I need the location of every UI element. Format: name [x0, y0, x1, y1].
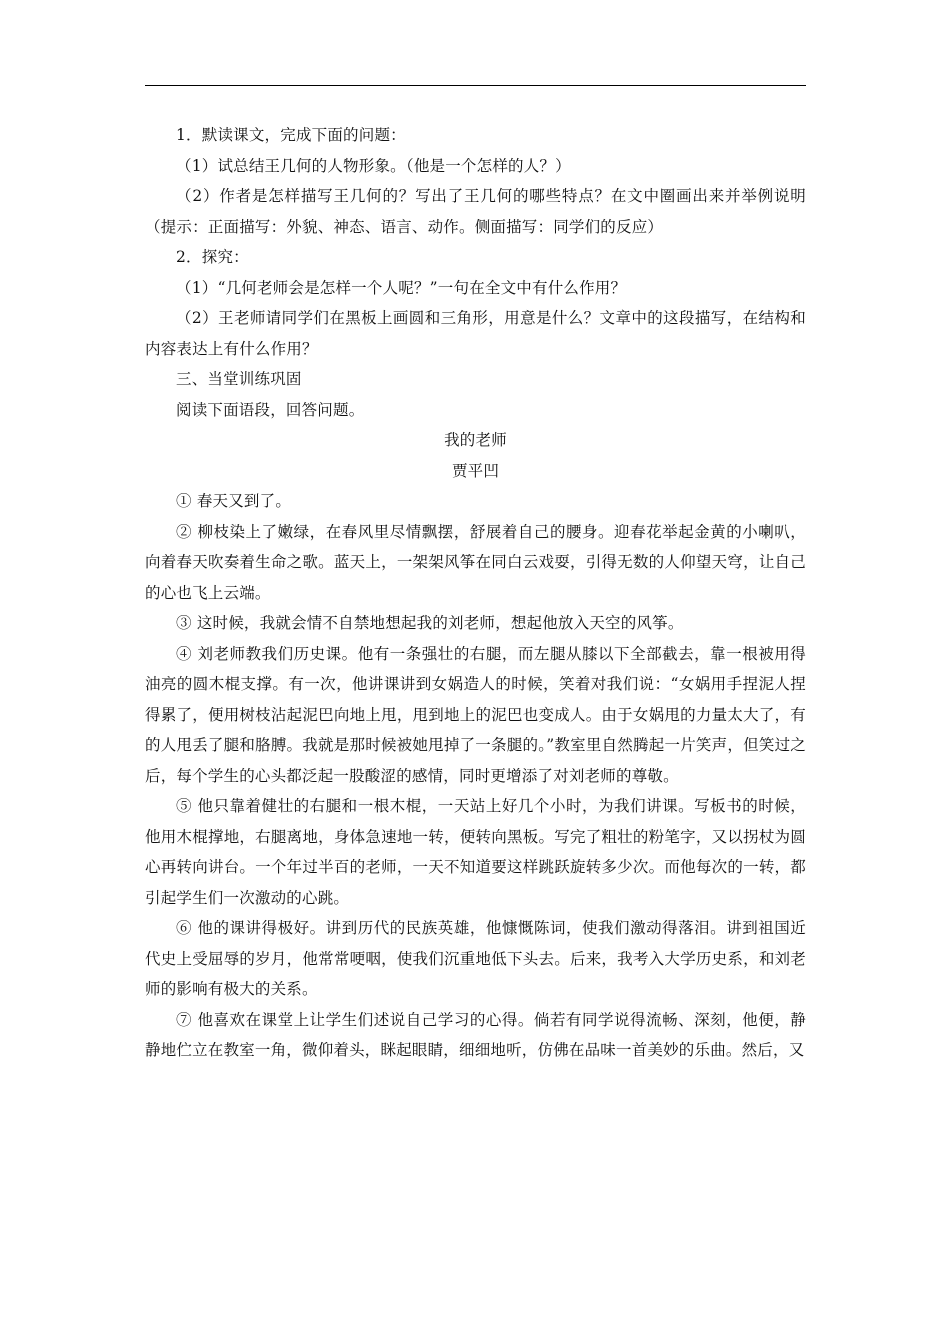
- question-1-1: （1）试总结王几何的人物形象。（他是一个怎样的人？）: [176, 156, 571, 175]
- question-2-heading: 2．探究：: [176, 248, 249, 266]
- question-1-heading: 1．默读课文，完成下面的问题：: [176, 126, 406, 144]
- article-author: 贾平凹: [451, 461, 500, 480]
- section-heading: 三、当堂训练巩固: [176, 370, 302, 388]
- article-paragraph-3: ③ 这时候，我就会情不自禁地想起我的刘老师，想起他放入天空的风筝。: [176, 614, 684, 632]
- article-paragraph-7: ⑦ 他喜欢在课堂上让学生们述说自己学习的心得。倘若有同学说得流畅、深刻，他便，静静地伫立在教室一角，微仰着头，眯起眼睛，细细地听，仿佛在品味一首美妙的乐曲。然后，又: [145, 1010, 806, 1059]
- question-2-2: （2）王老师请同学们在黑板上画圆和三角形，用意是什么？文章中的这段描写，在结构和内容表达上有什么作用？: [145, 309, 806, 358]
- article-paragraph-5: ⑤ 他只靠着健壮的右腿和一根木棍，一天站上好几个小时，为我们讲课。写板书的时候，他用木棍撑地，右腿离地，身体急速地一转，便转向黑板。写完了粗壮的粉笔字，又以拐杖为圆心再转向讲台。一个年过半百的老师，一天不知道要这样跳跃旋转多少次。而他每次的一转，都引起学生们一次激动的心跳。: [145, 797, 806, 907]
- instruction: 阅读下面语段，回答问题。: [176, 400, 365, 419]
- article-paragraph-2: ② 柳枝染上了嫩绿，在春风里尽情飘摆，舒展着自己的腰身。迎春花举起金黄的小喇叭，向着春天吹奏着生命之歌。蓝天上，一架架风筝在同白云戏耍，引得无数的人仰望天穹，让自己的心也飞上云端。: [145, 522, 806, 602]
- article-paragraph-1: ① 春天又到了。: [176, 492, 292, 510]
- question-2-1: （1）“几何老师会是怎样一个人呢？”一句在全文中有什么作用？: [176, 278, 627, 297]
- header-rule: [145, 85, 806, 86]
- article-paragraph-4: ④ 刘老师教我们历史课。他有一条强壮的右腿，而左腿从膝以下全部截去，靠一根被用得油亮的圆木棍支撑。有一次，他讲课讲到女娲造人的时候，笑着对我们说：“女娲用手捏泥人捏得累了，便用树枝沾起泥巴向地上甩，甩到地上的泥巴也变成人。由于女娲甩的力量太大了，有的人甩丢了腿和胳膊。我就是那时候被她甩掉了一条腿的。”教室里自然腾起一片笑声，但笑过之后，每个学生的心头都泛起一股酸涩的感情，同时更增添了对刘老师的尊敬。: [145, 644, 806, 785]
- document-body: [145, 120, 806, 1066]
- article-paragraph-6: ⑥ 他的课讲得极好。讲到历代的民族英雄，他慷慨陈词，使我们激动得落泪。讲到祖国近代史上受屈辱的岁月，他常常哽咽，使我们沉重地低下头去。后来，我考入大学历史系，和刘老师的影响有极大的关系。: [145, 919, 806, 998]
- question-1-2: （2）作者是怎样描写王几何的？写出了王几何的哪些特点？在文中圈画出来并举例说明（提示：正面描写：外貌、神态、语言、动作。侧面描写：同学们的反应）: [145, 187, 806, 236]
- article-title: 我的老师: [444, 431, 507, 449]
